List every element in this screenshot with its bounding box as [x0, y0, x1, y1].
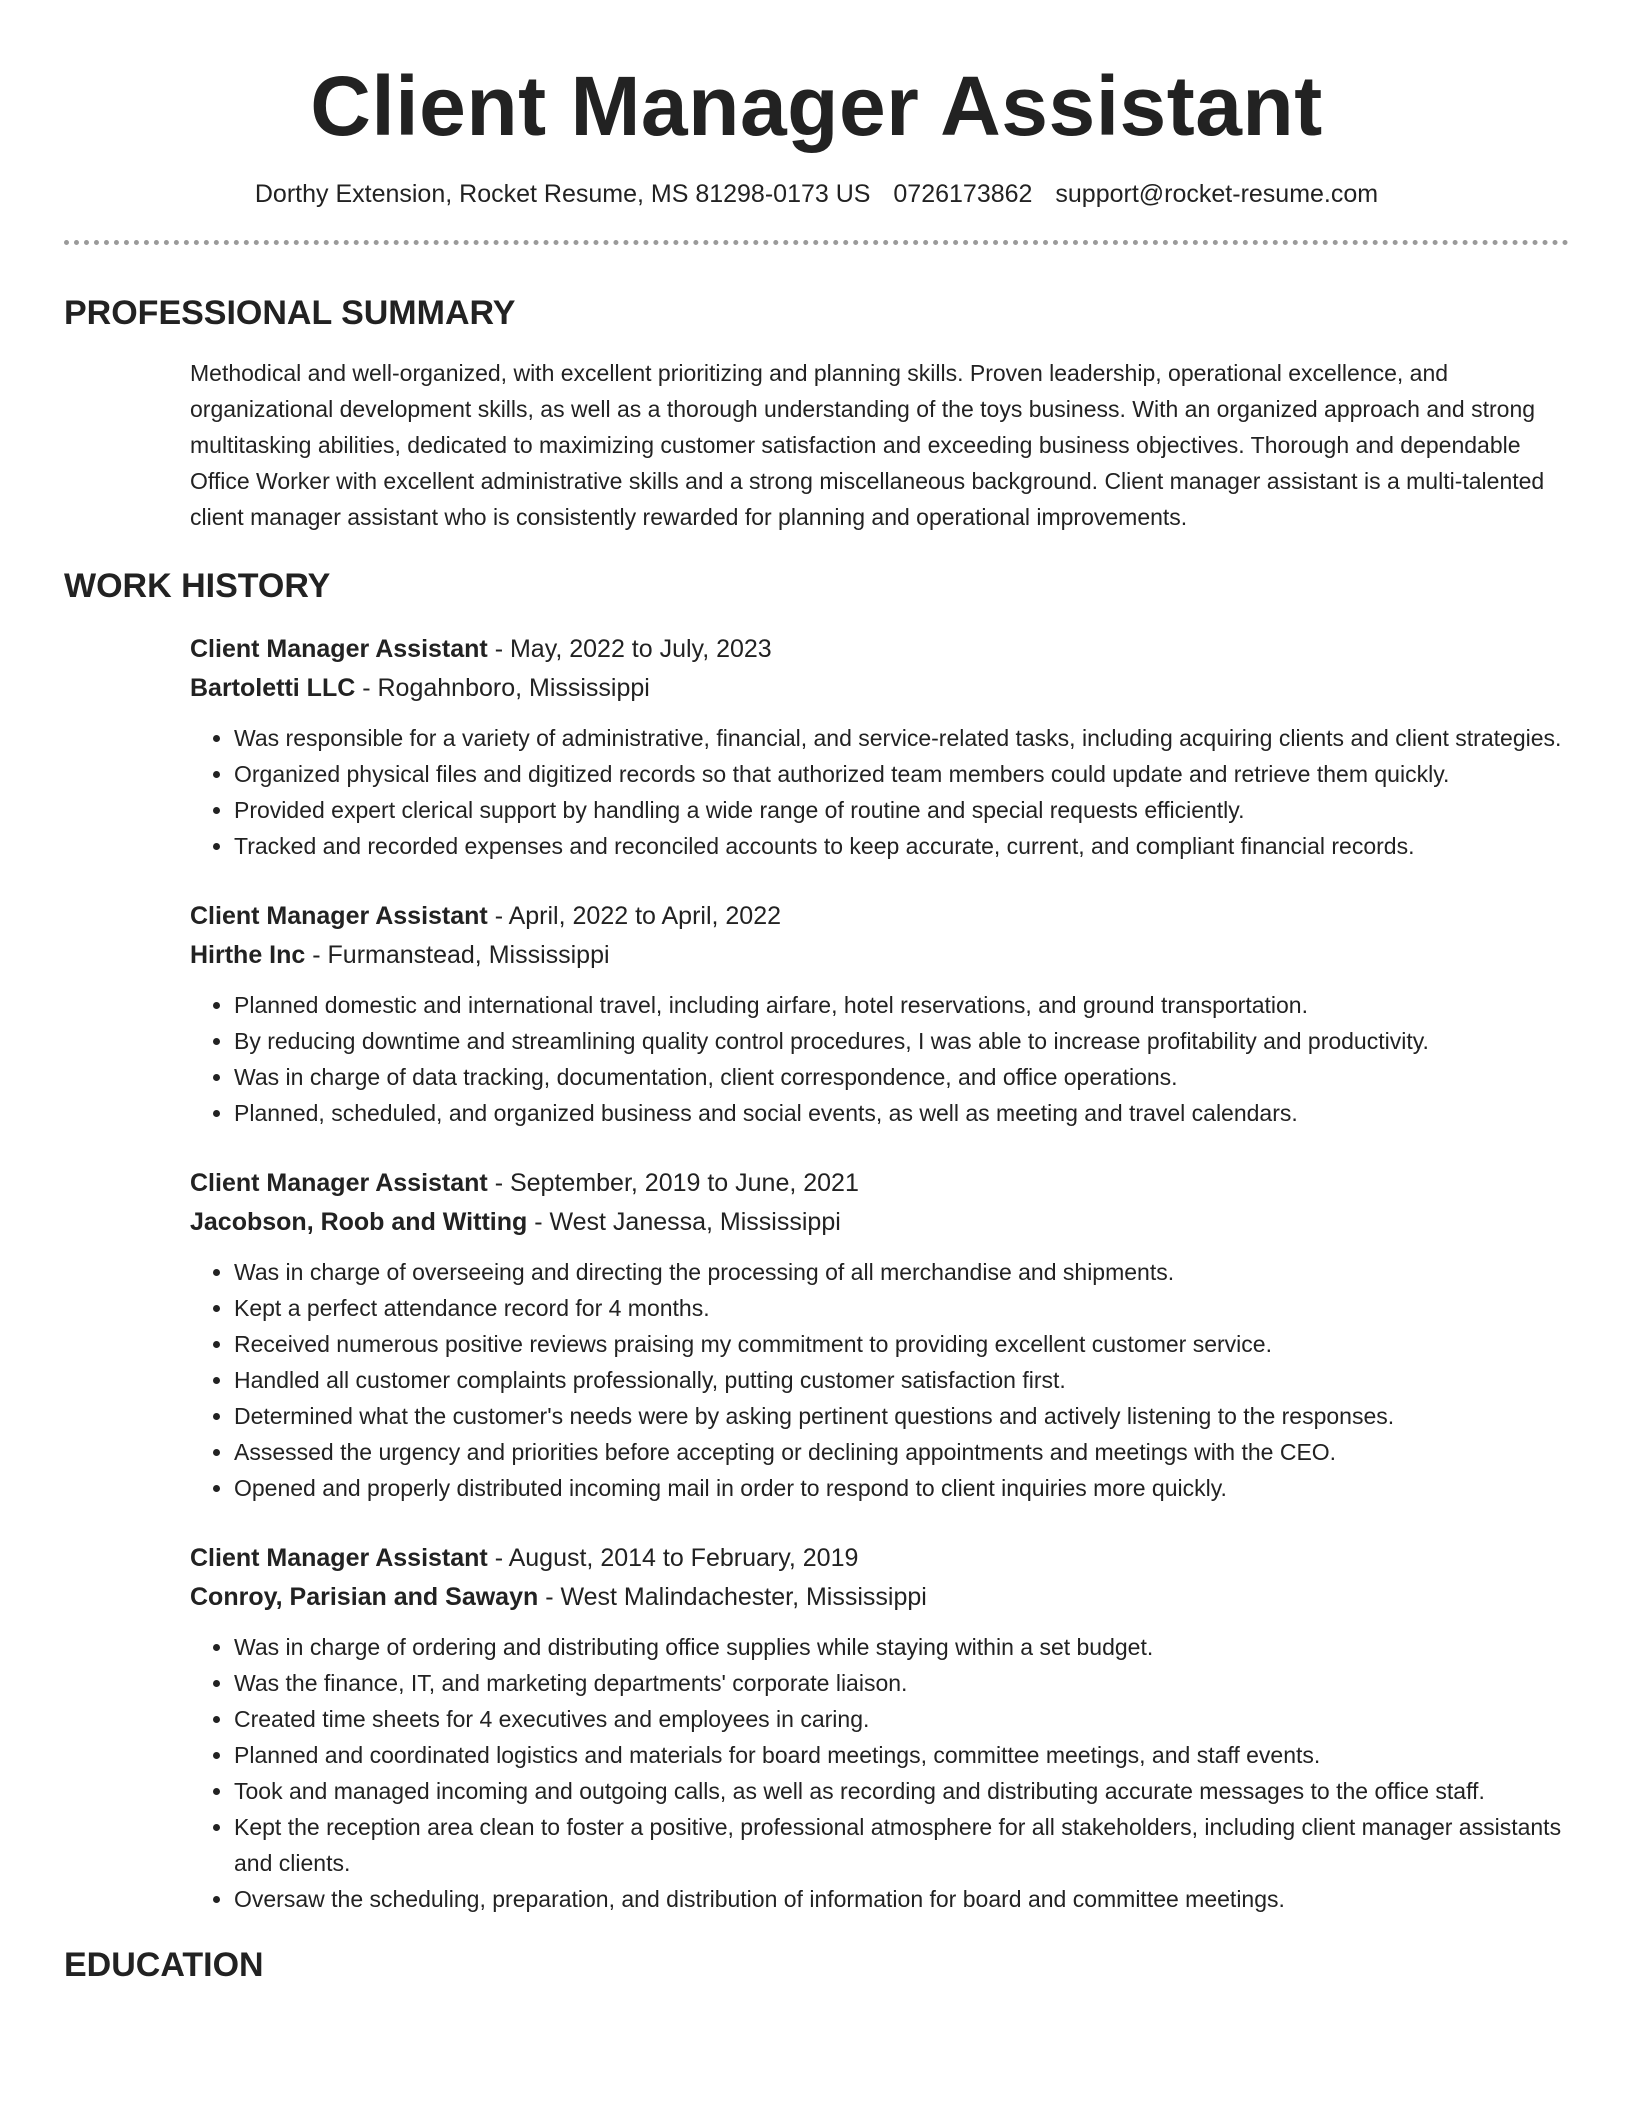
job-dates: - August, 2014 to February, 2019	[487, 1544, 859, 1572]
job-title-line	[190, 630, 1569, 669]
job-bullets	[190, 1254, 1569, 1506]
job-bullet: • Created time sheets for 4 executives and employees in caring.	[234, 1701, 1569, 1737]
job-bullets	[190, 987, 1569, 1131]
summary-text: Methodical and well-organized, with excellent prioritizing and planning skills. Proven leadership, operational excellence, and organizational development skills, as well as a thorough understanding of the toys business. With an organized approach and strong multitasking abilities, dedicated to maximizing customer satisfaction and exceeding business objectives. Thorough and dependable Office Worker with excellent administrative skills and a strong miscellaneous background. Client manager assistant is a multi-talented client manager assistant who is consistently rewarded for planning and operational improvements.	[190, 360, 1545, 530]
job-entry	[190, 1539, 1569, 1917]
job-company: Bartoletti LLC	[190, 674, 356, 702]
contact-address: Dorthy Extension, Rocket Resume, MS 81298-0173 US	[254, 180, 871, 208]
job-bullet: • Was responsible for a variety of administrative, financial, and service-related tasks, including acquiring clients and client strategies.	[234, 720, 1569, 756]
job-location: - West Janessa, Mississippi	[527, 1208, 841, 1236]
job-bullet: • Received numerous positive reviews praising my commitment to providing excellent customer service.	[234, 1326, 1569, 1362]
contact-phone: 0726173862	[893, 180, 1033, 208]
job-bullet: • Kept the reception area clean to foster a positive, professional atmosphere for all stakeholders, including client manager assistants and clients.	[234, 1809, 1569, 1881]
section-title-summary: PROFESSIONAL SUMMARY	[64, 294, 516, 332]
section-title-education: EDUCATION	[64, 1946, 264, 1984]
job-role: Client Manager Assistant	[190, 902, 488, 930]
job-dates: - September, 2019 to June, 2021	[487, 1169, 859, 1197]
job-company: Hirthe Inc	[190, 941, 306, 969]
job-entry	[190, 897, 1569, 1131]
job-dates: - May, 2022 to July, 2023	[487, 635, 772, 663]
job-title-line	[190, 897, 1569, 936]
job-bullet: • Planned and coordinated logistics and materials for board meetings, committee meetings, and staff events.	[234, 1737, 1569, 1773]
job-bullet: • Determined what the customer's needs were by asking pertinent questions and actively listening to the responses.	[234, 1398, 1569, 1434]
job-bullets	[190, 720, 1569, 864]
job-company: Conroy, Parisian and Sawayn	[190, 1583, 539, 1611]
job-bullet: • Opened and properly distributed incoming mail in order to respond to client inquiries more quickly.	[234, 1470, 1569, 1506]
job-bullet: • Took and managed incoming and outgoing calls, as well as recording and distributing accurate messages to the office staff.	[234, 1773, 1569, 1809]
job-location: - West Malindachester, Mississippi	[538, 1583, 927, 1611]
job-bullet: • Was in charge of data tracking, documentation, client correspondence, and office operations.	[234, 1059, 1569, 1095]
job-bullet: • Tracked and recorded expenses and reconciled accounts to keep accurate, current, and compliant financial records.	[234, 828, 1569, 864]
job-location: - Furmanstead, Mississippi	[305, 941, 610, 969]
job-role: Client Manager Assistant	[190, 635, 488, 663]
contact-email: support@rocket-resume.com	[1055, 180, 1379, 208]
job-company-line	[190, 936, 1569, 975]
contact-line	[64, 178, 1569, 210]
resume-page	[64, 0, 1569, 1985]
job-location: - Rogahnboro, Mississippi	[355, 674, 650, 702]
job-company-line	[190, 1578, 1569, 1617]
job-bullet: • Organized physical files and digitized records so that authorized team members could update and retrieve them quickly.	[234, 756, 1569, 792]
job-title-line	[190, 1539, 1569, 1578]
header-divider	[64, 240, 1569, 245]
job-bullet: • Planned, scheduled, and organized business and social events, as well as meeting and travel calendars.	[234, 1095, 1569, 1131]
job-role: Client Manager Assistant	[190, 1169, 488, 1197]
job-bullet: • Provided expert clerical support by handling a wide range of routine and special requests efficiently.	[234, 792, 1569, 828]
job-bullet: • By reducing downtime and streamlining quality control procedures, I was able to increase profitability and productivity.	[234, 1023, 1569, 1059]
job-bullet: • Kept a perfect attendance record for 4 months.	[234, 1290, 1569, 1326]
job-company-line	[190, 1203, 1569, 1242]
job-entry	[190, 630, 1569, 864]
job-bullet: • Assessed the urgency and priorities before accepting or declining appointments and meetings with the CEO.	[234, 1434, 1569, 1470]
job-company: Jacobson, Roob and Witting	[190, 1208, 528, 1236]
job-entry	[190, 1164, 1569, 1506]
job-bullet: • Oversaw the scheduling, preparation, and distribution of information for board and committee meetings.	[234, 1881, 1569, 1917]
job-dates: - April, 2022 to April, 2022	[487, 902, 782, 930]
job-title-line	[190, 1164, 1569, 1203]
job-bullet: • Was in charge of ordering and distributing office supplies while staying within a set budget.	[234, 1629, 1569, 1665]
job-bullet: • Handled all customer complaints professionally, putting customer satisfaction first.	[234, 1362, 1569, 1398]
resume-name: Client Manager Assistant	[310, 59, 1323, 153]
job-company-line	[190, 669, 1569, 708]
job-bullet: • Planned domestic and international travel, including airfare, hotel reservations, and ground transportation.	[234, 987, 1569, 1023]
job-bullet: • Was the finance, IT, and marketing departments' corporate liaison.	[234, 1665, 1569, 1701]
job-bullet: • Was in charge of overseeing and directing the processing of all merchandise and shipments.	[234, 1254, 1569, 1290]
section-title-work-history: WORK HISTORY	[64, 567, 331, 605]
job-role: Client Manager Assistant	[190, 1544, 488, 1572]
job-bullets	[190, 1629, 1569, 1917]
